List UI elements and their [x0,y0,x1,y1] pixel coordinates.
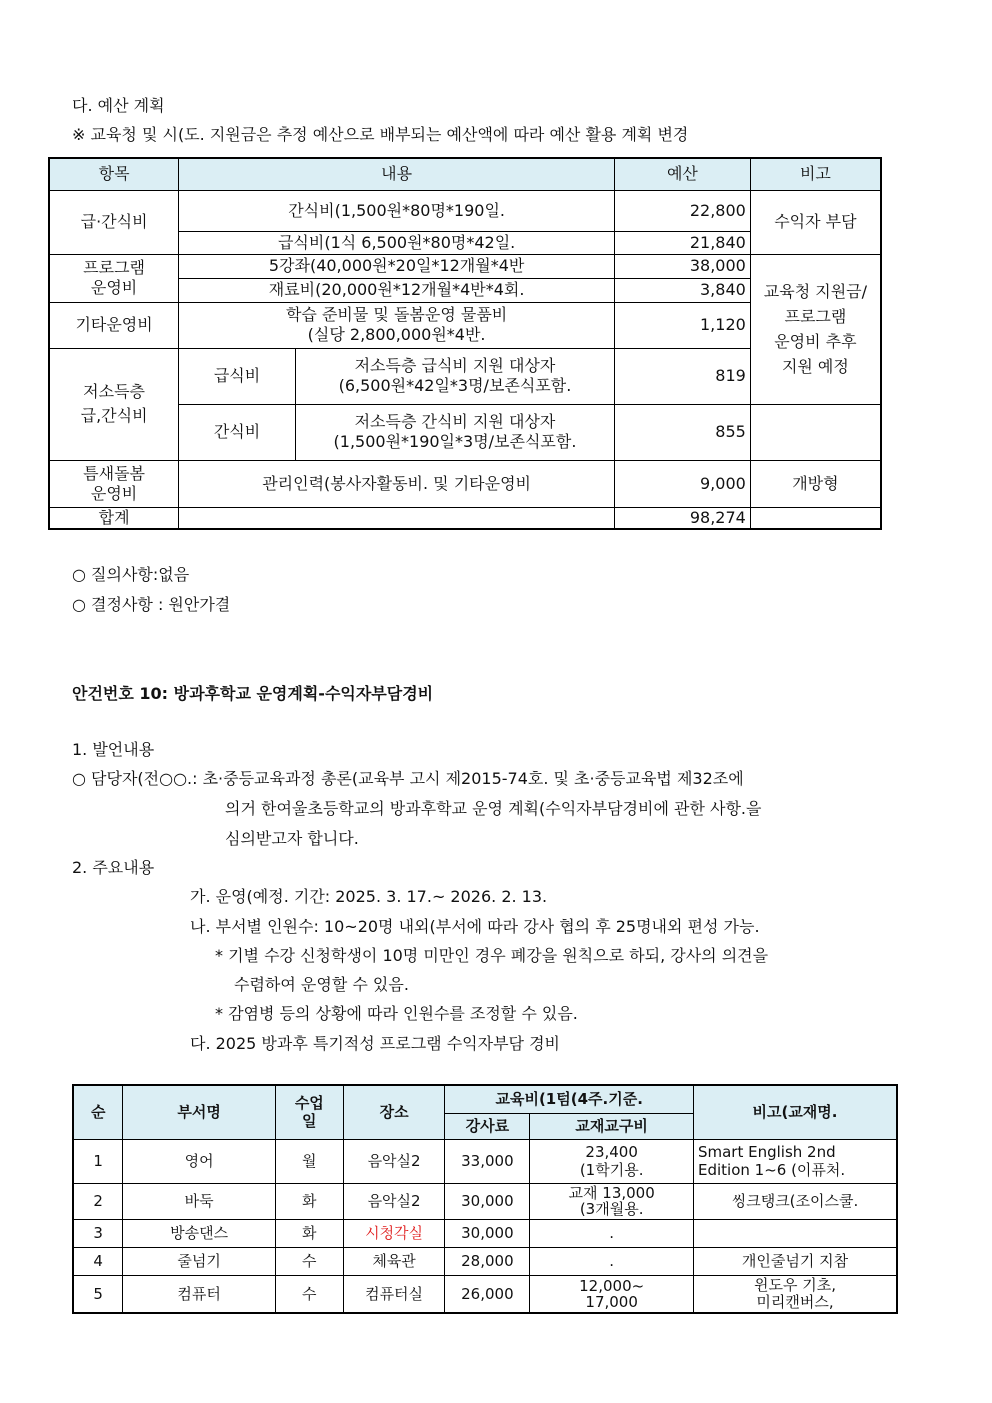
program-no: 4 [73,1247,123,1275]
program-dept: 방송댄스 [123,1219,276,1247]
statement-line: 의거 한여울초등학교의 방과후학교 운영 계획(수익자부담경비에 관한 사항.을 [225,799,762,818]
table-row [73,1275,897,1313]
program-note: 개인줄넘기 지참 [693,1247,897,1275]
program-instructor-fee: 33,000 [445,1139,530,1183]
budget-note: ※ 교육청 및 시(도. 지원금은 추정 예산으로 배부되는 예산액에 따라 예산 활용 계획 변경 [72,125,689,144]
budget-content: 관리인력(봉사자활동비. 및 기타운영비 [179,460,615,507]
budget-item-other: 기타운영비 [49,302,179,348]
table-row [73,1219,897,1247]
program-instructor-fee: 30,000 [445,1183,530,1219]
agenda-title: 안건번호 10: 방과후학교 운영계획-수익자부담경비 [72,684,434,703]
program-day: 수 [275,1275,343,1313]
budget-table [48,157,882,530]
program-header-fee: 교육비(1텀(4주.기준. [445,1085,694,1113]
budget-header-amount: 예산 [615,158,751,190]
budget-amount: 22,800 [615,190,751,231]
budget-content: 재료비(20,000원*12개월*4반*4회. [179,278,615,302]
budget-item-program: 프로그램 운영비 [49,254,179,302]
content-line: 수렴하여 운영할 수 있음. [234,975,409,994]
budget-total-label: 합계 [49,507,179,529]
program-dept: 컴퓨터 [123,1275,276,1313]
content-line: 나. 부서별 인원수: 10~20명 내외(부서에 따라 강사 협의 후 25명내외 편성 가능. [190,917,760,936]
budget-item-lowincome: 저소득층 급,간식비 [49,348,179,460]
program-note: Smart English 2nd Edition 1~6 (이퓨처. [693,1139,897,1183]
program-material-fee: . [530,1219,694,1247]
budget-note-cell [750,404,881,460]
program-instructor-fee: 26,000 [445,1275,530,1313]
budget-subitem: 급식비 [179,348,296,404]
statement-line: 심의받고자 합니다. [225,829,359,848]
program-instructor-fee: 30,000 [445,1219,530,1247]
program-place: 음악실2 [343,1183,445,1219]
content-line: 다. 2025 방과후 특기적성 프로그램 수익자부담 경비 [190,1034,560,1053]
program-instructor-fee: 28,000 [445,1247,530,1275]
budget-subitem: 간식비 [179,404,296,460]
program-no: 3 [73,1219,123,1247]
budget-amount: 855 [615,404,751,460]
program-note [693,1219,897,1247]
budget-note-cell: 개방형 [750,460,881,507]
budget-amount: 38,000 [615,254,751,278]
decision-line: ○ 결정사항 : 원안가결 [72,595,231,614]
table-row [73,1183,897,1219]
program-no: 2 [73,1183,123,1219]
program-header-instructor: 강사료 [445,1113,530,1139]
program-day: 화 [275,1219,343,1247]
content-line: * 감염병 등의 상황에 따라 인원수를 조정할 수 있음. [215,1004,578,1023]
budget-content: 간식비(1,500원*80명*190일. [179,190,615,231]
budget-amount: 1,120 [615,302,751,348]
program-header-no: 순 [73,1085,123,1139]
program-note: 윈도우 기초, 미리캔버스, [693,1275,897,1313]
program-dept: 영어 [123,1139,276,1183]
program-header-day: 수업 일 [275,1085,343,1139]
program-place: 음악실2 [343,1139,445,1183]
budget-item-gap-care: 틈새돌봄 운영비 [49,460,179,507]
budget-heading: 다. 예산 계획 [72,96,165,115]
program-place: 컴퓨터실 [343,1275,445,1313]
program-header-dept: 부서명 [123,1085,276,1139]
section-1: 1. 발언내용 [72,740,155,759]
content-line: * 기별 수강 신청학생이 10명 미만인 경우 폐강을 원칙으로 하되, 강사의 의견을 [215,946,769,965]
program-material-fee: 23,400 (1학기용. [530,1139,694,1183]
budget-content: 급식비(1식 6,500원*80명*42일. [179,231,615,254]
section-2: 2. 주요내용 [72,858,155,877]
content-line: 가. 운영(예정. 기간: 2025. 3. 17.~ 2026. 2. 13. [190,887,548,906]
program-material-fee: 12,000~ 17,000 [530,1275,694,1313]
budget-total-note [750,507,881,529]
budget-content: 학습 준비물 및 돌봄운영 물품비 (실당 2,800,000원*4반. [179,302,615,348]
program-day: 월 [275,1139,343,1183]
budget-note-cell: 교육청 지원금/ 프로그램 운영비 추후 지원 예정 [750,254,881,404]
budget-note-cell: 수익자 부담 [750,190,881,254]
budget-amount: 21,840 [615,231,751,254]
budget-content: 저소득층 간식비 지원 대상자 (1,500원*190일*3명/보존식포함. [295,404,614,460]
program-note: 씽크탱크(조이스쿨. [693,1183,897,1219]
program-day: 화 [275,1183,343,1219]
budget-amount: 819 [615,348,751,404]
program-header-material: 교재교구비 [530,1113,694,1139]
budget-content: 5강좌(40,000원*20일*12개월*4반 [179,254,615,278]
budget-content: 저소득층 급식비 지원 대상자 (6,500원*42일*3명/보존식포함. [295,348,614,404]
program-day: 수 [275,1247,343,1275]
program-place: 체육관 [343,1247,445,1275]
program-header-note: 비고(교재명. [693,1085,897,1139]
statement-line: ○ 담당자(전○○.: 초·중등교육과정 총론(교육부 고시 제2015-74호. 및 초·중등교육법 제32조에 [72,769,744,788]
table-row [73,1139,897,1183]
table-row [73,1247,897,1275]
budget-item-meal: 급·간식비 [49,190,179,254]
program-dept: 줄넘기 [123,1247,276,1275]
program-no: 5 [73,1275,123,1313]
budget-total-empty [179,507,615,529]
program-material-fee: 교재 13,000 (3개월용. [530,1183,694,1219]
program-dept: 바둑 [123,1183,276,1219]
program-header-place: 장소 [343,1085,445,1139]
program-no: 1 [73,1139,123,1183]
question-line: ○ 질의사항:없음 [72,565,190,584]
budget-amount: 9,000 [615,460,751,507]
budget-amount: 3,840 [615,278,751,302]
program-material-fee: . [530,1247,694,1275]
budget-header-note: 비고 [750,158,881,190]
budget-header-content: 내용 [179,158,615,190]
budget-total-amount: 98,274 [615,507,751,529]
budget-header-item: 항목 [49,158,179,190]
program-table [72,1084,898,1314]
program-place: 시청각실 [343,1219,445,1247]
